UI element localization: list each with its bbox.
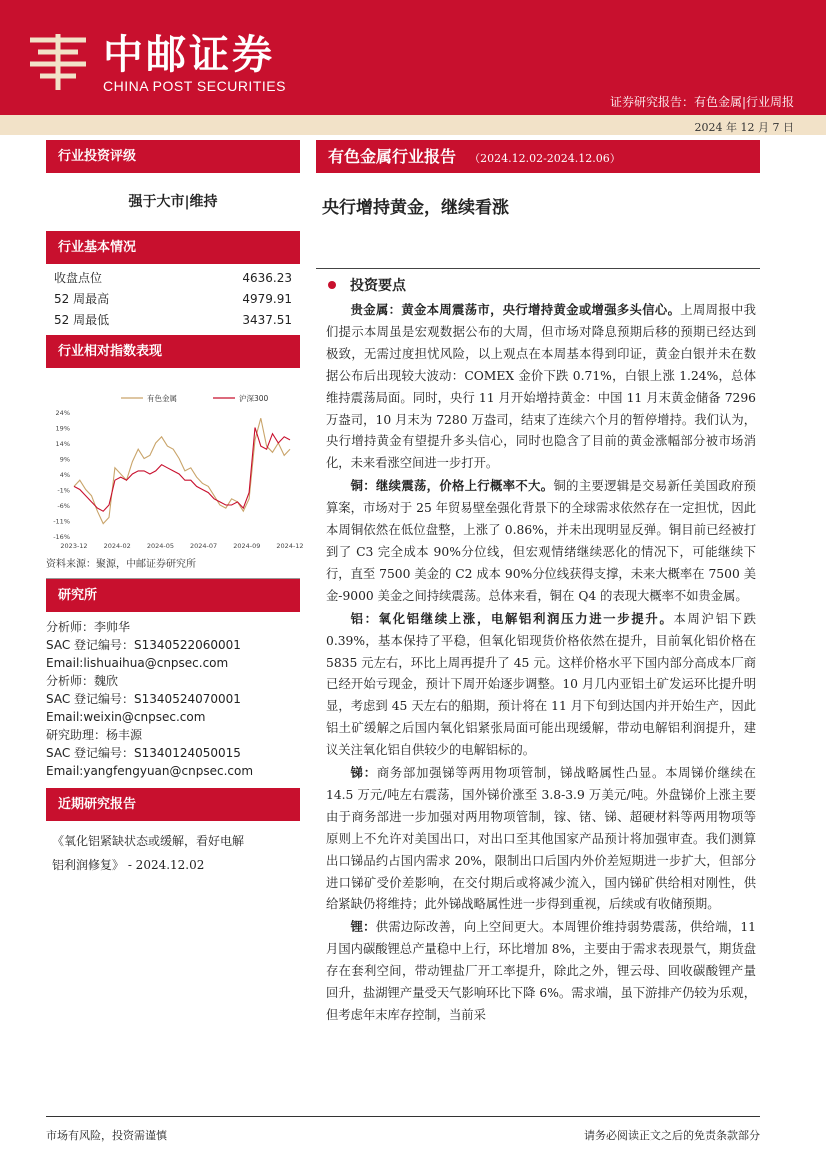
researcher-line: Email:weixin@cnpsec.com <box>46 710 206 724</box>
report-body <box>316 295 760 1027</box>
page-header <box>0 0 826 135</box>
paragraph-lead: 铜：继续震荡，价格上行概率不大。 <box>350 478 554 494</box>
paragraph-text: 商务部加强锑等两用物项管制，锑战略属性凸显。本周锑价继续在 14.5 万元/吨左右震荡，国外锑价涨至 3.8-3.9 万美元/吨。外盘锑价上涨主要由于商务部进一步加强对两用物项管制，镓、锗、锑、超硬材料等两用物项等原则上不允许对美国出口，对出口至其他国家产品预计将加强审查。我们测算出口锑品约占国内需求 20%，限制出口后国内外价差短期进一步扩大，但部分进口锑矿受价差影响，在交付期后或将减少流入，国内锑矿供给相对刚性，供给紧缺仍将维持；此外锑战略属性进一步得到重视，后续或有收储预期。 <box>326 766 756 912</box>
y-tick-label: 9% <box>59 455 70 464</box>
x-tick-label: 2024-09 <box>233 542 261 550</box>
paragraph <box>326 762 756 916</box>
y-tick-label: -11% <box>53 517 70 526</box>
report-headline: 央行增持黄金，继续看涨 <box>316 173 760 269</box>
paragraph <box>326 916 756 1027</box>
recent-report-line: 铝利润修复》 - 2024.12.02 <box>52 858 205 872</box>
info-value: 4979.91 <box>242 292 292 306</box>
paragraph-lead: 锂： <box>350 919 376 935</box>
researcher-line: 研究助理：杨丰源 <box>46 728 143 742</box>
x-tick-label: 2024-07 <box>190 542 218 550</box>
report-title-bar <box>316 140 760 173</box>
researcher-line: SAC 登记编号：S1340522060001 <box>46 638 241 652</box>
section-title-text: 投资要点 <box>350 278 406 294</box>
info-label: 52 周最高 <box>54 292 110 306</box>
sidebar <box>46 140 304 885</box>
research-institute-title: 研究所 <box>46 579 300 612</box>
researchers-list <box>46 612 300 788</box>
y-tick-label: 14% <box>55 440 70 448</box>
researcher-line: SAC 登记编号：S1340524070001 <box>46 692 241 706</box>
paragraph-text: 铜的主要逻辑是交易新任美国政府预算案，市场对于 25 年贸易壁垒强化背景下的全球需求依然存在一定担忧，因此本周铜依然在低位盘整，上涨了 0.86%，并未出现明显反弹。铜目前已经被打到了 C3 完全成本 90%分位线，但宏观情绪继续恶化的情况下，可能继续下行，直至 7500 美金的 C2 成本 90%分位线获得支撑，未来大概率在 7500 美金-9000 美金之间持续震荡。总体来看，铜在 Q4 的表现大概率不如贵金属。 <box>326 479 756 603</box>
info-value: 4636.23 <box>242 271 292 285</box>
paragraph <box>326 299 756 475</box>
paragraph <box>326 475 756 607</box>
paragraph-text: 上周周报中我们提示本周虽是宏观数据公布的大周，但市场对降息预期后移的预期已经达到极致，无需过度担忧风险，以上观点在本周基本得到印证，黄金白银并未在数据公布后出现较大波动：COMEX 金价下跌 0.71%，白银上涨 1.24%，总体维持震荡局面。同时，央行 11 月开始增持黄金：中国 11 月末黄金储备 7296 万盎司，10 月末为 7280 万盎司，结束了连续六个月的暂停增持。我们认为，央行增持黄金有望提升多头信心，同时也隐含了目前的黄金涨幅部分被市场消化，未来看涨空间进一步打开。 <box>326 303 756 471</box>
y-tick-label: 19% <box>55 424 70 433</box>
main-content <box>316 140 760 1027</box>
page-footer <box>46 1116 760 1143</box>
footer-disclaimer: 请务必阅读正文之后的免责条款部分 <box>584 1129 760 1142</box>
report-date-range: （2024.12.02-2024.12.06） <box>469 152 621 165</box>
info-label: 收盘点位 <box>54 271 103 285</box>
x-tick-label: 2024-12 <box>276 542 304 550</box>
info-value: 3437.51 <box>242 313 292 327</box>
paragraph-lead: 铝：氧化铝继续上涨，电解铝利润压力进一步提升。 <box>350 610 674 626</box>
chart-source: 资料来源：聚源，中邮证券研究所 <box>46 553 300 579</box>
legend-label: 沪深300 <box>239 394 269 403</box>
breadcrumb: 证券研究报告：有色金属|行业周报 <box>609 95 794 109</box>
researcher-line: 分析师：魏欣 <box>46 674 119 688</box>
china-post-logo-icon <box>26 34 90 90</box>
series-line <box>74 428 290 512</box>
rating-value: 强于大市|维持 <box>128 194 218 210</box>
brand-name-cn: 中邮证券 <box>103 32 275 78</box>
y-tick-label: 24% <box>55 409 70 417</box>
basic-info-table <box>46 264 300 335</box>
paragraph <box>326 608 756 762</box>
info-row <box>54 310 292 331</box>
researcher-line: Email:lishuaihua@cnpsec.com <box>46 656 229 670</box>
rating-section-title: 行业投资评级 <box>46 140 300 173</box>
info-row <box>54 289 292 310</box>
relative-performance-title: 行业相对指数表现 <box>46 335 300 368</box>
recent-report-line: 《氧化铝紧缺状态或缓解，看好电解 <box>52 834 245 848</box>
basic-info-title: 行业基本情况 <box>46 231 300 264</box>
performance-chart-svg <box>46 368 304 553</box>
report-title: 有色金属行业报告 <box>328 147 457 166</box>
paragraph-text: 供需边际改善，向上空间更大。本周锂价维持弱势震荡，供给端，11 月国内碳酸锂总产量稳中上行，环比增加 8%，主要由于需求表现景气，期货盘存在套利空间，带动锂盐厂开工率提升，除此之外，锂云母、回收碳酸锂产量回升，盐湖锂产量受天气影响环比下降 6%。需求端，虽下游排产仍较为乐观，但考虑年末库存控制，当前采 <box>326 920 756 1022</box>
bullet-dot-icon <box>328 281 336 289</box>
info-label: 52 周最低 <box>54 313 110 327</box>
y-tick-label: -6% <box>57 502 70 510</box>
section-title <box>316 269 760 295</box>
x-tick-label: 2024-05 <box>146 542 174 550</box>
y-tick-label: 4% <box>59 471 70 479</box>
researcher-line: 分析师：李帅华 <box>46 620 131 634</box>
researcher-line: Email:yangfengyuan@cnpsec.com <box>46 764 254 778</box>
paragraph-lead: 贵金属：黄金本周震荡市，央行增持黄金或增强多头信心。 <box>350 302 681 317</box>
researcher-line: SAC 登记编号：S1340124050015 <box>46 746 241 760</box>
info-row <box>54 268 292 289</box>
recent-report-link[interactable] <box>46 821 300 885</box>
y-tick-label: -16% <box>53 533 70 541</box>
brand-name-en: CHINA POST SECURITIES <box>103 78 286 94</box>
paragraph-lead: 锑： <box>350 765 377 781</box>
x-tick-label: 2023-12 <box>60 542 88 550</box>
paragraph-text: 本周沪铝下跌 0.39%，基本保持了平稳，但氧化铝现货价格依然在提升，目前氧化铝价格在 5835 元左右，环比上周再提升了 45 元。这样价格水平下国内部分高成本厂商已经开始亏现金，预计下周开始逐步调整。10 月几内亚铝土矿发运环比提升明显，考虑到 45 天左右的船期，预计将在 11 月下旬到达国内并开始生产，因此铝土矿缓解之后国内氧化铝紧张局面可能出现缓解，带动电解铝利润提升，建议关注氧化铝自供较少的电解铝标的。 <box>326 611 756 758</box>
footer-risk-note: 市场有风险，投资需谨慎 <box>46 1129 167 1142</box>
x-tick-label: 2024-02 <box>103 542 131 550</box>
recent-reports-title: 近期研究报告 <box>46 788 300 821</box>
y-tick-label: -1% <box>57 486 70 495</box>
report-date: 2024 年 12 月 7 日 <box>694 121 794 134</box>
legend-label: 有色金属 <box>147 394 177 403</box>
relative-performance-chart <box>46 368 304 553</box>
